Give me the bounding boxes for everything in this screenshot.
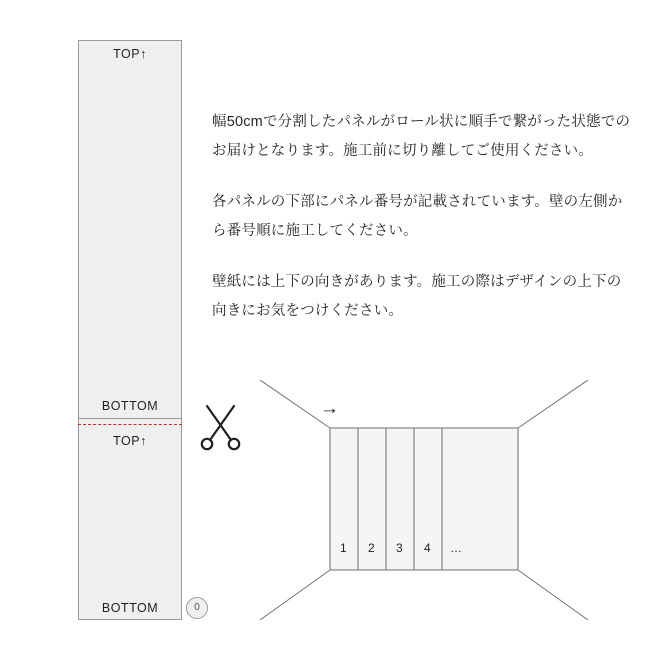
roll-top-label-upper: TOP↑	[113, 47, 147, 61]
roll-core-stem	[181, 580, 182, 610]
direction-arrow: →	[320, 398, 339, 419]
panel-separator-line	[78, 418, 182, 419]
instruction-paragraph-2: 各パネルの下部にパネル番号が記載されています。壁の左側から番号順に施工してください。	[212, 194, 623, 239]
room-installation-diagram	[258, 370, 638, 630]
roll-core-circle: 0	[186, 597, 208, 619]
instructions-block	[212, 108, 632, 326]
panel-number-2: 2	[368, 541, 375, 555]
roll-top-label-lower: TOP↑	[113, 434, 147, 448]
roll-bottom-label-upper: BOTTOM	[101, 399, 159, 413]
instruction-paragraph-3: 壁紙には上下の向きがあります。施工の際はデザインの上下の向きにお気をつけください。	[212, 274, 622, 319]
panel-number-3: 3	[396, 541, 403, 555]
panel-number-4: 4	[424, 541, 431, 555]
panel-number-ellipsis: …	[450, 541, 462, 555]
cut-line-dashed	[78, 424, 182, 425]
scissors-icon	[198, 400, 244, 452]
wallpaper-roll-shape	[78, 40, 182, 620]
instruction-paragraph-1: 幅50cmで分割したパネルがロール状に順手で繋がった状態でのお届けとなります。施工前に切り離してご使用ください。	[212, 114, 631, 159]
panel-number-1: 1	[340, 541, 347, 555]
roll-bottom-label-lower: BOTTOM	[101, 601, 159, 615]
